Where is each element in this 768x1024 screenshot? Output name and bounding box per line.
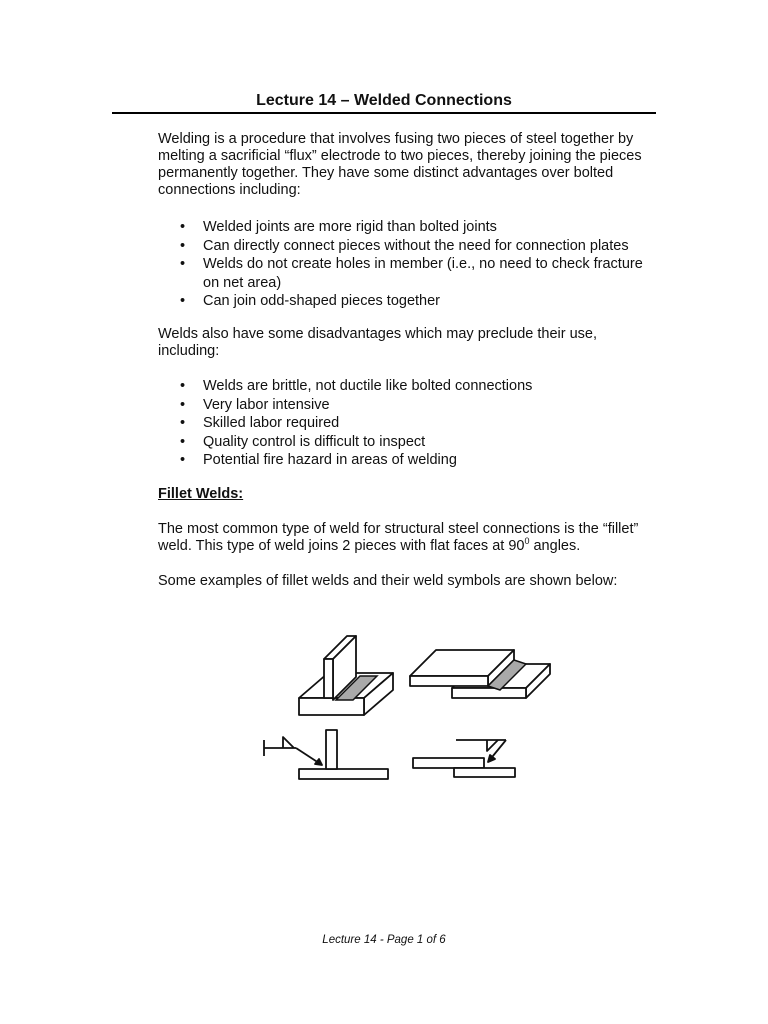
list-item: • Can join odd-shaped pieces together	[158, 292, 658, 311]
advantages-list	[158, 218, 658, 311]
list-item: • Skilled labor required	[158, 414, 658, 433]
fillet-text-end: angles.	[529, 538, 581, 554]
section-heading-fillet-welds: Fillet Welds:	[158, 486, 244, 502]
list-item: • Welds are brittle, not ductile like bolted connections	[158, 377, 658, 396]
intro-paragraph: Welding is a procedure that involves fusing two pieces of steel together by melting a sacrificial “flux” electrode to two pieces, thereby joining the pieces permanently together. They have some distinct advantages over bolted connections including:	[158, 131, 642, 198]
disadvantages-list	[158, 377, 658, 470]
examples-paragraph: Some examples of fillet welds and their weld symbols are shown below:	[158, 573, 618, 589]
list-item: • Welded joints are more rigid than bolted joints	[158, 218, 658, 237]
page-title: Lecture 14 – Welded Connections	[256, 92, 512, 109]
fillet-weld-figure	[256, 616, 566, 791]
fillet-paragraph	[158, 521, 658, 555]
fillet-text: The most common type of weld for structural steel connections is the “fillet” weld. This type of weld joins 2 pieces with flat faces at 90	[158, 521, 639, 554]
list-item: • Can directly connect pieces without the need for connection plates	[158, 237, 658, 256]
disadvantages-intro: Welds also have some disadvantages which may preclude their use, including:	[158, 326, 597, 359]
lap-joint-section	[413, 758, 515, 777]
degree-superscript: 0	[524, 536, 530, 546]
page-footer: Lecture 14 - Page 1 of 6	[322, 934, 446, 946]
list-item: • Very labor intensive	[158, 396, 658, 415]
title-divider	[112, 112, 656, 114]
list-item: • Welds do not create holes in member (i.e., no need to check fracture on net area)	[158, 255, 658, 292]
list-item: • Quality control is difficult to inspect	[158, 433, 658, 452]
t-joint-section	[299, 730, 388, 779]
t-joint-weld-symbol	[264, 737, 322, 765]
list-item: • Potential fire hazard in areas of welding	[158, 451, 658, 470]
